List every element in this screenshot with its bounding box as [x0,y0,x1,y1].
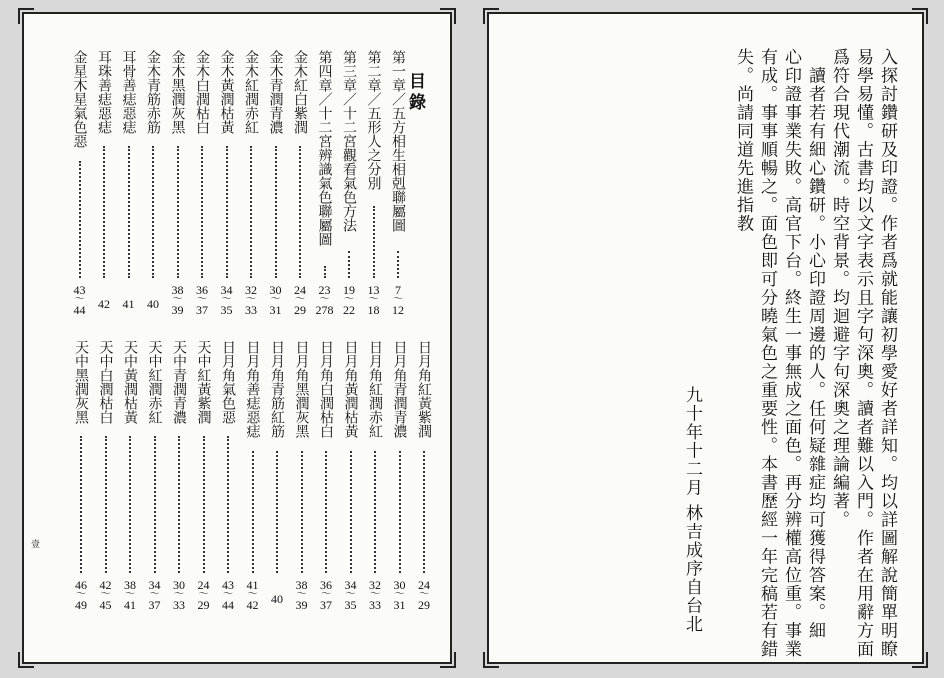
toc-entry-page: 13 ～ 18 [367,283,380,317]
toc-entry-page: 7 ～ 12 [392,283,404,317]
toc-leader-dots [250,146,254,278]
toc-leader-dots [252,451,256,573]
preface-date: 九十年十二月 [682,386,702,497]
toc-entry-label: 金木白潤枯白 [194,50,210,134]
toc-leader-dots [152,146,156,278]
toc-entry-page: 38 ～ 39 [171,283,184,317]
toc-entry-label: 金木紅潤赤紅 [243,50,259,134]
toc-title: 目錄 [405,72,425,114]
frame-corner [440,8,456,24]
toc-entry-label: 第二章／五形人之分別 [365,50,382,190]
toc-entry-page: 41 [122,297,135,311]
toc-entry-label: 天中黃潤枯黃 [122,340,138,424]
toc-entry-label: 金木黃潤枯黃 [218,50,235,134]
toc-entry-page: 41 ～ 42 [246,578,259,612]
preface-line: 易學易懂。古書均以文字表示且字句深奧。讀者難以入門。作者在用辭方面 [853,48,873,659]
frame-corner [18,652,34,668]
frame-corner [912,8,928,24]
toc-entry-page: 36 ～ 37 [320,578,332,612]
frame-corner [483,652,499,668]
toc-entry-page: 32 ～ 33 [369,578,381,612]
toc-leader-dots [177,146,181,278]
toc-entry-label: 日月角黃潤枯黃 [342,340,359,438]
toc-entry-label: 日月角紅黃紫潤 [416,340,432,438]
toc-entry-label: 耳骨善痣惡痣 [120,50,137,134]
toc-page [22,12,452,664]
toc-entry-page: 24 ～ 29 [294,283,306,317]
toc-leader-dots [201,146,205,278]
toc-leader-dots [226,146,230,278]
toc-leader-dots [129,436,133,573]
toc-leader-dots [276,451,280,573]
toc-entry-page: 36 ～ 37 [196,283,208,317]
toc-entry-label: 日月角氣色惡 [220,340,236,424]
frame-corner [18,8,34,24]
toc-entry-page: 46 ～ 49 [75,578,87,612]
toc-leader-dots [348,251,352,278]
frame-corner [483,8,499,24]
toc-entry-page: 38 ～ 39 [295,578,308,612]
page-folio: 壹 [29,539,39,548]
toc-entry-label: 天中青潤青濃 [171,340,187,424]
toc-leader-dots [105,436,109,573]
toc-leader-dots [350,451,354,573]
toc-entry-label: 天中紅潤赤紅 [146,340,163,424]
toc-entry-label: 金木紅白紫潤 [292,50,308,134]
preface-line: 心印證事業失敗。高官下台。終生一事無成之面色。再分辨權高位重。事業 [781,48,801,659]
toc-leader-dots [203,436,207,573]
toc-entry-label: 日月角白潤枯白 [318,340,334,438]
toc-entry-label: 天中黑潤灰黑 [73,340,89,424]
preface-line: 有成。事事順暢之。面色即可分曉氣色之重要性。本書歷經一年完稿若有錯 [757,48,777,659]
preface-line: 讀者若有細心鑽研。小心印證周邊的人。任何疑雜症均可獲得答案。細 [805,48,825,640]
toc-leader-dots [79,161,83,278]
toc-entry-label: 日月角青筋紅筋 [269,340,285,438]
frame-corner [912,652,928,668]
toc-entry-page: 19 ～ 22 [343,283,355,317]
toc-entry-label: 耳珠善痣惡痣 [96,50,112,134]
toc-entry-label: 第一章／五方相生相剋聯屬圖 [390,50,406,232]
preface-signature: 林吉成序自台北 [682,504,702,634]
toc-entry-label: 金木青潤青濃 [267,50,284,134]
preface-page [487,12,924,664]
toc-entry-page: 40 [271,592,283,606]
toc-leader-dots [324,266,328,278]
toc-entry-page: 23 ～ 278 [315,283,334,317]
toc-entry-page: 40 [147,297,159,311]
toc-leader-dots [275,146,279,278]
toc-entry-page: 30 ～ 33 [173,578,185,612]
toc-entry-page: 34 ～ 35 [220,283,233,317]
toc-leader-dots [399,451,403,573]
toc-entry-label: 第四章／十二宮辨識氣色聯屬圖 [316,50,333,246]
toc-leader-dots [301,451,305,573]
frame-corner [440,652,456,668]
toc-entry-page: 42 ～ 45 [99,578,112,612]
toc-leader-dots [299,146,303,278]
toc-entry-label: 金木黑潤灰黑 [169,50,186,134]
toc-entry-page: 24 ～ 29 [197,578,210,612]
toc-leader-dots [373,206,377,278]
preface-line: 爲符合現代潮流。時空背景。均迴避字句深奧之理論編著。 [829,48,849,529]
toc-entry-page: 34 ～ 35 [344,578,357,612]
toc-leader-dots [325,451,329,573]
toc-entry-page: 30 ～ 31 [269,283,282,317]
toc-entry-label: 金木青筋赤筋 [145,50,161,134]
toc-entry-page: 32 ～ 33 [245,283,257,317]
toc-entry-page: 24 ～ 29 [418,578,430,612]
toc-entry-page: 43 ～ 44 [222,578,234,612]
toc-entry-label: 天中紅黃紫潤 [195,340,212,424]
toc-entry-page: 43 ～ 44 [73,283,86,317]
toc-entry-page: 34 ～ 37 [148,578,161,612]
toc-entry-label: 金星木星氣色惡 [71,50,88,148]
toc-entry-page: 38 ～ 41 [124,578,136,612]
toc-leader-dots [128,146,132,278]
toc-leader-dots [423,451,427,573]
toc-leader-dots [80,436,84,573]
toc-leader-dots [178,436,182,573]
preface-line: 入探討鑽研及印證。作者爲就能讓初學愛好者詳知。均以詳圖解說簡單明瞭 [877,48,897,659]
toc-entry-label: 日月角青潤青濃 [391,340,408,438]
toc-leader-dots [397,251,401,278]
toc-entry-page: 42 [98,297,110,311]
toc-leader-dots [103,146,107,278]
toc-leader-dots [374,451,378,573]
preface-line: 失。尚請同道先進指教 [733,48,753,233]
toc-entry-label: 日月角紅潤赤紅 [367,340,383,438]
toc-entry-label: 天中白潤枯白 [97,340,114,424]
toc-leader-dots [154,436,158,573]
toc-entry-label: 日月角善痣惡痣 [244,340,261,438]
toc-entry-label: 日月角黑潤灰黑 [293,340,310,438]
toc-entry-page: 30 ～ 31 [393,578,406,612]
toc-entry-label: 第三章／十二宮觀看氣色方法 [341,50,357,232]
toc-leader-dots [227,436,231,573]
